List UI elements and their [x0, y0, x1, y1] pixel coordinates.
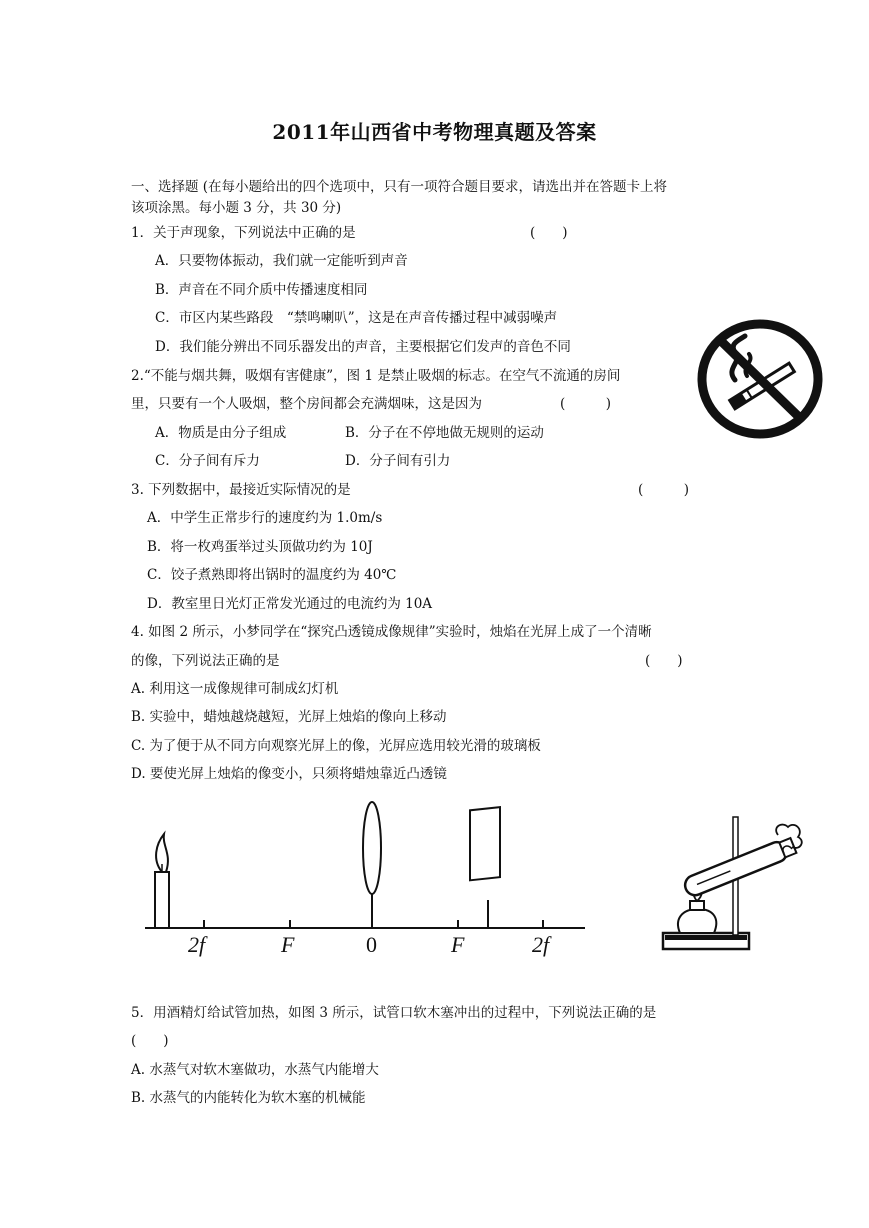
section-heading-line1: 一、选择题 (在每小题给出的四个选项中，只有一项符合题目要求，请选出并在答题卡上将 [131, 179, 668, 195]
q2-option-a: A．物质是由分子组成 [155, 425, 287, 441]
q1-stem: 1．关于声现象，下列说法中正确的是 [131, 225, 356, 241]
optical-bench-diagram [140, 800, 600, 930]
q2-option-b: B．分子在不停地做无规则的运动 [345, 425, 544, 441]
light-screen [470, 807, 500, 880]
test-tube-heating-diagram [660, 815, 810, 955]
q2-stem-line2: 里，只要有一个人吸烟，整个房间都会充满烟味，这是因为 [131, 396, 482, 412]
axis-label-f-left: F [281, 932, 295, 957]
q4-stem-line2: 的像，下列说法正确的是 [131, 653, 280, 669]
q5-stem-line1: 5．用酒精灯给试管加热，如图 3 所示，试管口软木塞冲出的过程中，下列说法正确的是 [131, 1005, 657, 1021]
q2-option-c: C．分子间有斥力 [155, 453, 260, 469]
axis-label-f-right: F [451, 932, 465, 957]
q2-answer-bracket: ( ) [560, 396, 612, 412]
q4-stem-line1: 4. 如图 2 所示，小梦同学在“探究凸透镜成像规律”实验时，烛焰在光屏上成了一个清晰 [131, 624, 652, 640]
axis-label-origin: 0 [366, 932, 377, 957]
q2-stem-line1: 2.“不能与烟共舞，吸烟有害健康”，图 1 是禁止吸烟的标志。在空气不流通的房间 [131, 368, 621, 384]
convex-lens [363, 802, 381, 894]
q4-option-b: B. 实验中，蜡烛越烧越短，光屏上烛焰的像向上移动 [131, 709, 447, 725]
q5-option-a: A. 水蒸气对软木塞做功，水蒸气内能增大 [131, 1062, 379, 1078]
q4-option-d: D. 要使光屏上烛焰的像变小，只须将蜡烛靠近凸透镜 [131, 766, 447, 782]
q5-answer-bracket: ( ) [131, 1033, 169, 1049]
q1-option-c: C．市区内某些路段 “禁鸣喇叭”，这是在声音传播过程中减弱噪声 [155, 310, 558, 326]
q3-option-d: D．教室里日光灯正常发光通过的电流约为 10A [147, 596, 433, 612]
q2-option-d: D．分子间有引力 [345, 453, 451, 469]
section-heading-line2: 该项涂黑。每小题 3 分，共 30 分) [131, 200, 342, 216]
q1-option-d: D．我们能分辨出不同乐器发出的声音，主要根据它们发声的音色不同 [155, 339, 571, 355]
page-title: 2011年山西省中考物理真题及答案 [272, 120, 597, 144]
q3-stem: 3. 下列数据中，最接近实际情况的是 [131, 482, 351, 498]
q5-option-b: B. 水蒸气的内能转化为软木塞的机械能 [131, 1090, 366, 1106]
q3-option-c: C．饺子煮熟即将出锅时的温度约为 40℃ [147, 567, 397, 583]
no-smoking-icon [695, 318, 825, 440]
q3-option-a: A．中学生正常步行的速度约为 1.0m/s [147, 510, 383, 526]
q1-option-a: A．只要物体振动，我们就一定能听到声音 [155, 253, 408, 269]
q4-option-a: A. 利用这一成像规律可制成幻灯机 [131, 681, 339, 697]
q3-option-b: B．将一枚鸡蛋举过头顶做功约为 10J [147, 539, 373, 555]
q1-answer-bracket: ( ) [530, 225, 568, 241]
candle [155, 872, 169, 928]
q1-option-b: B．声音在不同介质中传播速度相同 [155, 282, 368, 298]
axis-label-2f-left: 2f [188, 932, 206, 957]
q4-answer-bracket: ( ) [645, 653, 683, 669]
axis-label-2f-right: 2f [532, 932, 550, 957]
q3-answer-bracket: ( ) [638, 482, 690, 498]
q4-option-c: C. 为了便于从不同方向观察光屏上的像，光屏应选用较光滑的玻璃板 [131, 738, 541, 754]
